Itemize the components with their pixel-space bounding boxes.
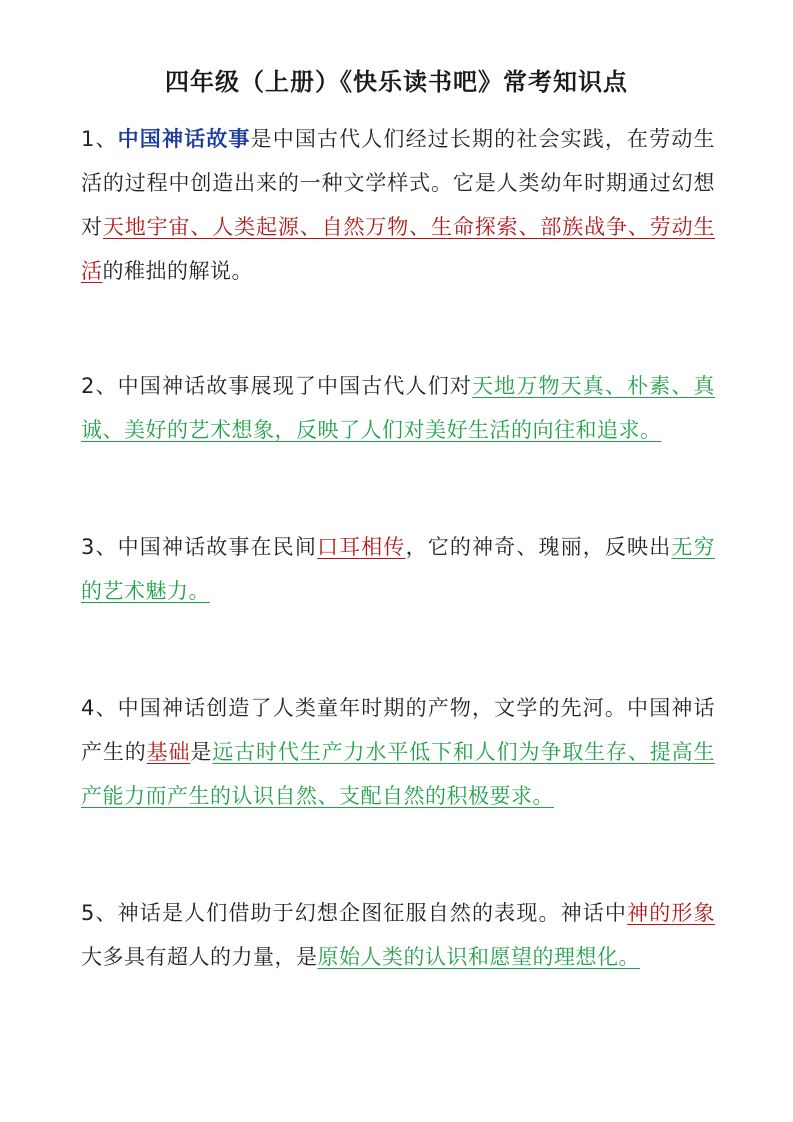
point-3-text: 3、中国神话故事在民间 <box>81 535 317 559</box>
point-2-green-highlight: 天地万物天真、朴素、真诚、美好的艺术想象，反映了人们对美好生活的向往和追求。 <box>81 374 716 442</box>
point-3-red-highlight: 口耳相传 <box>316 535 406 559</box>
knowledge-point-1 <box>81 117 715 293</box>
knowledge-point-5 <box>81 891 715 979</box>
point-1-keyword: 中国神话故事 <box>117 127 251 151</box>
point-3-text-mid: ，它的神奇、瑰丽，反映出 <box>405 535 672 559</box>
point-5-green-highlight: 原始人类的认识和愿望的理想化。 <box>317 945 640 969</box>
point-1-text: 是中国古代人们经过长期的社会实践，在劳动生活的过程中创造出来的一种文学样式。它是人类幼年时期通过幻想对 <box>81 127 715 239</box>
point-1-number: 1、 <box>81 127 118 151</box>
point-1-text-end: 的稚拙的解说。 <box>102 259 253 283</box>
point-4-text-mid: 是 <box>190 740 213 764</box>
knowledge-point-3 <box>81 525 715 613</box>
knowledge-point-2 <box>81 364 715 452</box>
knowledge-point-4 <box>81 686 715 818</box>
point-5-text: 5、神话是人们借助于幻想企图征服自然的表现。神话中 <box>81 901 628 925</box>
point-4-text: 4、中国神话创造了人类童年时期的产物，文学的先河。中国神话产生的 <box>81 696 715 764</box>
point-5-text-mid: 大多具有超人的力量，是 <box>81 945 318 969</box>
point-1-red-highlight: 天地宇宙、人类起源、自然万物、生命探索、部族战争、劳动生活 <box>81 215 715 283</box>
page-title: 四年级（上册）《快乐读书吧》常考知识点 <box>165 68 628 96</box>
point-4-red-highlight: 基础 <box>146 740 191 764</box>
point-2-text: 2、中国神话故事展现了中国古代人们对 <box>81 374 473 398</box>
point-4-green-highlight: 远古时代生产力水平低下和人们为争取生存、提高生产能力而产生的认识自然、支配自然的积极要求。 <box>81 740 715 808</box>
point-3-green-highlight: 无穷的艺术魅力。 <box>81 535 716 603</box>
point-5-red-highlight: 神的形象 <box>627 901 716 925</box>
